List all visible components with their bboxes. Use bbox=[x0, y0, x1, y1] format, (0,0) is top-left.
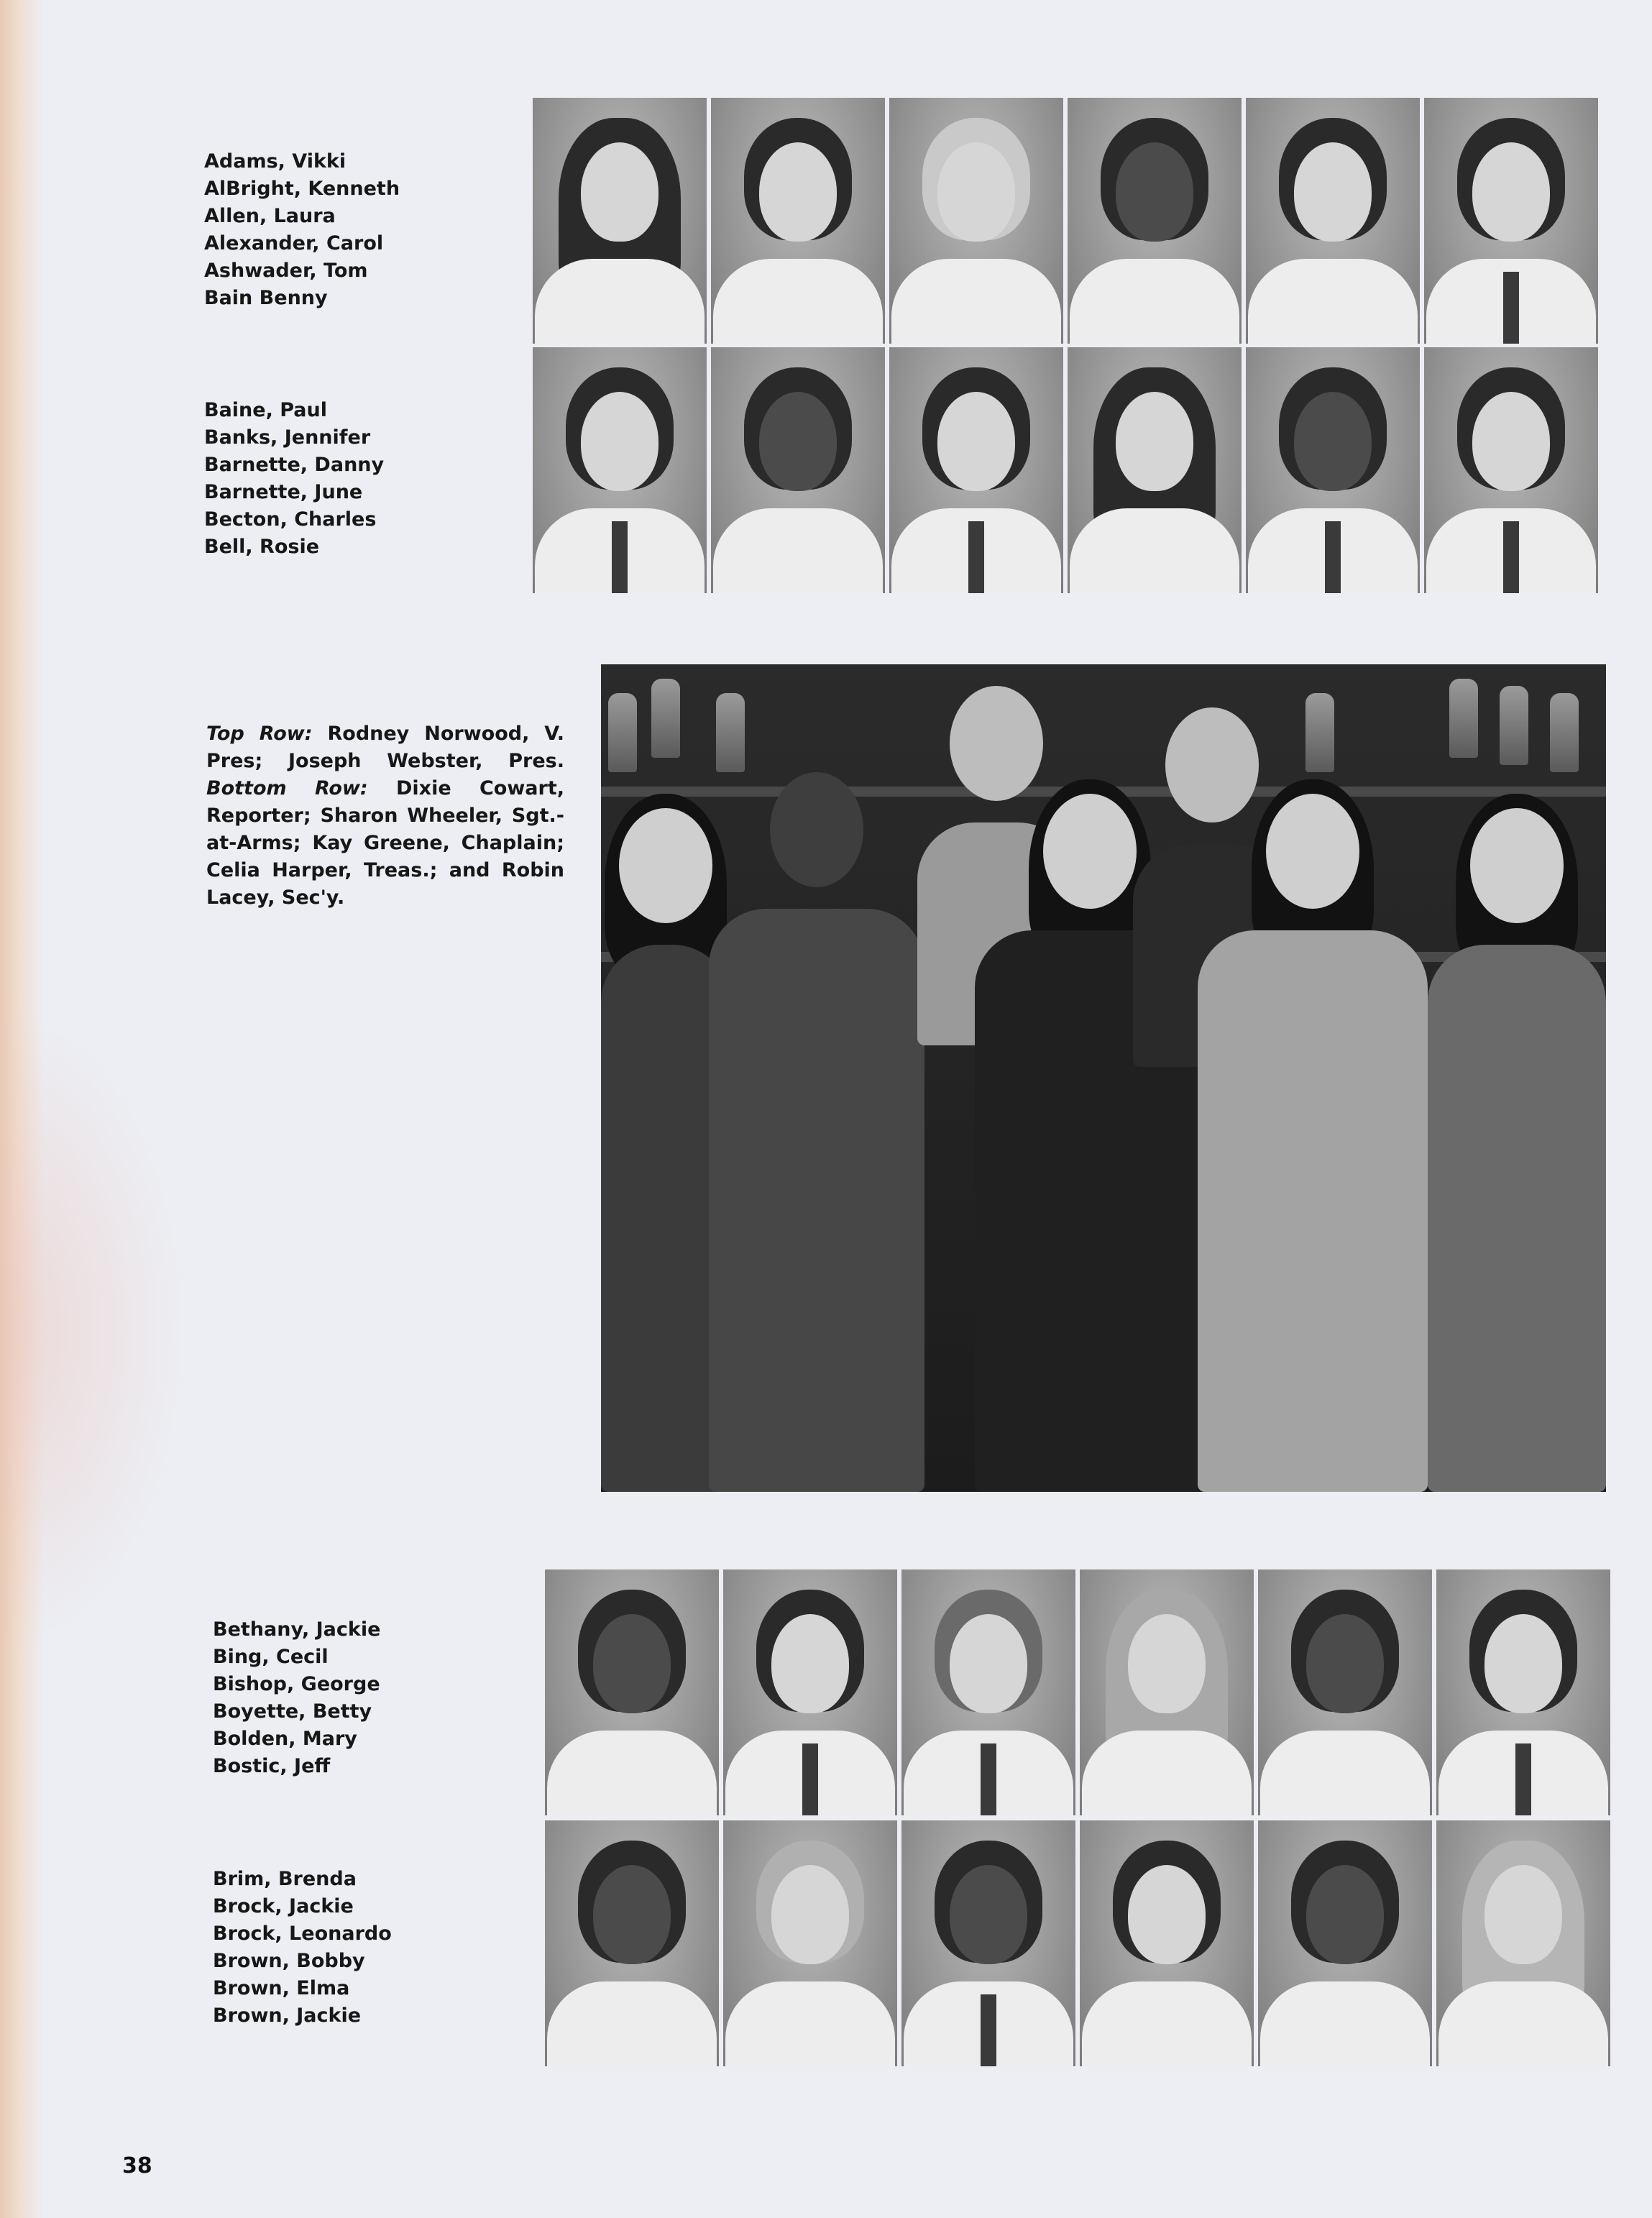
student-name: Brock, Jackie bbox=[213, 1895, 354, 1917]
student-portrait bbox=[1424, 347, 1598, 593]
portrait-row-1 bbox=[533, 98, 1598, 344]
student-name: Brim, Brenda bbox=[213, 1868, 357, 1890]
student-portrait bbox=[533, 98, 707, 344]
student-portrait bbox=[1424, 98, 1598, 344]
caption-top-row-label: Top Row: bbox=[206, 723, 313, 745]
student-portrait bbox=[1068, 98, 1242, 344]
portrait-row-2 bbox=[533, 347, 1598, 593]
student-name: Becton, Charles bbox=[204, 508, 377, 531]
student-name: Brown, Elma bbox=[213, 1977, 350, 1999]
portrait-row-4 bbox=[545, 1820, 1610, 2066]
name-list-row-4 bbox=[213, 1866, 392, 2030]
student-name: Bing, Cecil bbox=[213, 1646, 329, 1668]
student-portrait bbox=[889, 98, 1063, 344]
student-name: Allen, Laura bbox=[204, 205, 336, 227]
student-name: Alexander, Carol bbox=[204, 232, 384, 255]
student-name: Baine, Paul bbox=[204, 399, 328, 421]
student-portrait bbox=[723, 1820, 897, 2066]
officers-group-photo bbox=[601, 664, 1606, 1492]
caption-bottom-row-text: Dixie Cowart, Reporter; Sharon Wheeler, Sgt.-at-Arms; Kay Greene, Chaplain; Celia Harper, Treas.; and Robin Lacey, Sec'y. bbox=[206, 777, 564, 909]
student-name: Brown, Jackie bbox=[213, 2004, 362, 2027]
student-portrait bbox=[533, 347, 707, 593]
student-portrait bbox=[545, 1820, 719, 2066]
student-name: Bain Benny bbox=[204, 287, 328, 309]
student-name: Banks, Jennifer bbox=[204, 426, 371, 449]
portrait-row-3 bbox=[545, 1569, 1610, 1815]
student-portrait bbox=[889, 347, 1063, 593]
student-portrait bbox=[901, 1820, 1075, 2066]
student-name: Boyette, Betty bbox=[213, 1700, 372, 1723]
student-portrait bbox=[1080, 1569, 1254, 1815]
group-photo-caption bbox=[206, 720, 564, 912]
student-name: Brock, Leonardo bbox=[213, 1923, 392, 1945]
name-list-row-2 bbox=[204, 397, 384, 561]
student-portrait bbox=[901, 1569, 1075, 1815]
student-portrait bbox=[1246, 347, 1420, 593]
page-number: 38 bbox=[122, 2153, 152, 2178]
student-portrait bbox=[1080, 1820, 1254, 2066]
student-name: Barnette, June bbox=[204, 481, 363, 503]
student-name: Bostic, Jeff bbox=[213, 1755, 331, 1777]
caption-bottom-row-label: Bottom Row: bbox=[206, 777, 368, 799]
student-name: Barnette, Danny bbox=[204, 454, 385, 476]
caption-top-row-text: Rodney Norwood, V. Pres; Joseph Webster, Pres. bbox=[206, 723, 564, 772]
student-portrait bbox=[1436, 1569, 1610, 1815]
student-portrait bbox=[1436, 1820, 1610, 2066]
student-name: Ashwader, Tom bbox=[204, 260, 368, 282]
student-name: Bolden, Mary bbox=[213, 1728, 357, 1750]
name-list-row-3 bbox=[213, 1616, 380, 1780]
student-name: AlBright, Kenneth bbox=[204, 178, 400, 200]
student-portrait bbox=[1068, 347, 1242, 593]
name-list-row-1 bbox=[204, 148, 400, 312]
student-portrait bbox=[1258, 1820, 1432, 2066]
student-name: Brown, Bobby bbox=[213, 1950, 365, 1972]
student-portrait bbox=[545, 1569, 719, 1815]
student-name: Bishop, George bbox=[213, 1673, 380, 1695]
student-name: Bethany, Jackie bbox=[213, 1618, 381, 1641]
student-name: Adams, Vikki bbox=[204, 150, 347, 173]
student-portrait bbox=[1246, 98, 1420, 344]
student-portrait bbox=[1258, 1569, 1432, 1815]
student-portrait bbox=[723, 1569, 897, 1815]
student-portrait bbox=[711, 347, 885, 593]
student-name: Bell, Rosie bbox=[204, 536, 320, 558]
paper-stain bbox=[0, 1007, 187, 1654]
student-portrait bbox=[711, 98, 885, 344]
